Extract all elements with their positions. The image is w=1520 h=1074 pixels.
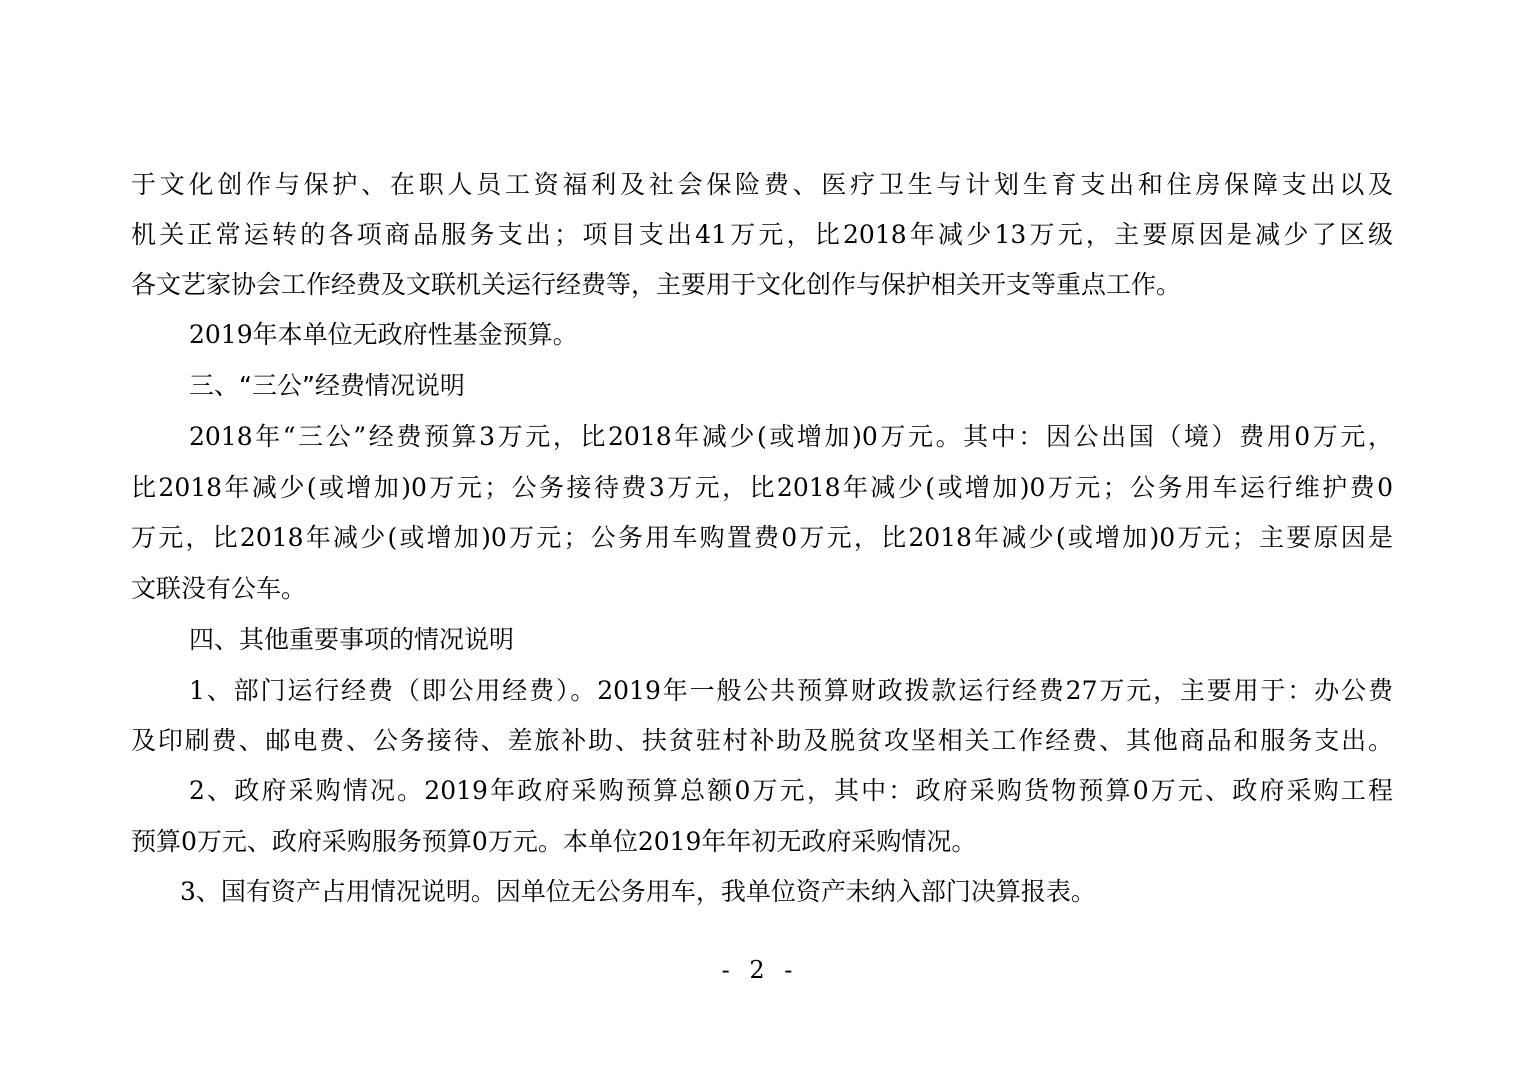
paragraph-line: 2018年“三公”经费预算3万元，比2018年减少(或增加)0万元。其中：因公出国（境）费用0万元， bbox=[189, 422, 1393, 451]
paragraph-line: 各文艺家协会工作经费及文联机关运行经费等，主要用于文化创作与保护相关开支等重点工作。 bbox=[131, 270, 1182, 299]
fund-note: 2019年本单位无政府性基金预算。 bbox=[189, 320, 578, 349]
paragraph-line: 及印刷费、邮电费、公务接待、差旅补助、扶贫驻村补助及脱贫攻坚相关工作经费、其他商品和服务支出。 bbox=[131, 726, 1393, 755]
section-three-heading: 三、“三公”经费情况说明 bbox=[189, 371, 465, 400]
paragraph-line: 于文化创作与保护、在职人员工资福利及社会保险费、医疗卫生与计划生育支出和住房保障支出以及 bbox=[131, 170, 1393, 199]
paragraph-line: 2、政府采购情况。2019年政府采购预算总额0万元，其中：政府采购货物预算0万元、政府采购工程 bbox=[189, 776, 1393, 805]
paragraph-line: 3、国有资产占用情况说明。因单位无公务用车，我单位资产未纳入部门决算报表。 bbox=[180, 877, 1096, 906]
paragraph-line: 文联没有公车。 bbox=[131, 574, 307, 603]
paragraph-line: 1、部门运行经费（即公用经费）。2019年一般公共预算财政拨款运行经费27万元，主要用于：办公费 bbox=[189, 676, 1393, 705]
page-number: - 2 - bbox=[721, 956, 799, 984]
paragraph-line: 比2018年减少(或增加)0万元；公务接待费3万元，比2018年减少(或增加)0万元；公务用车运行维护费0 bbox=[131, 473, 1393, 502]
paragraph-line: 机关正常运转的各项商品服务支出；项目支出41万元，比2018年减少13万元，主要原因是减少了区级 bbox=[131, 220, 1393, 249]
paragraph-line: 预算0万元、政府采购服务预算0万元。本单位2019年年初无政府采购情况。 bbox=[131, 827, 977, 856]
paragraph-line: 万元，比2018年减少(或增加)0万元；公务用车购置费0万元，比2018年减少(或增加)0万元；主要原因是 bbox=[131, 523, 1393, 552]
section-four-heading: 四、其他重要事项的情况说明 bbox=[189, 625, 515, 654]
